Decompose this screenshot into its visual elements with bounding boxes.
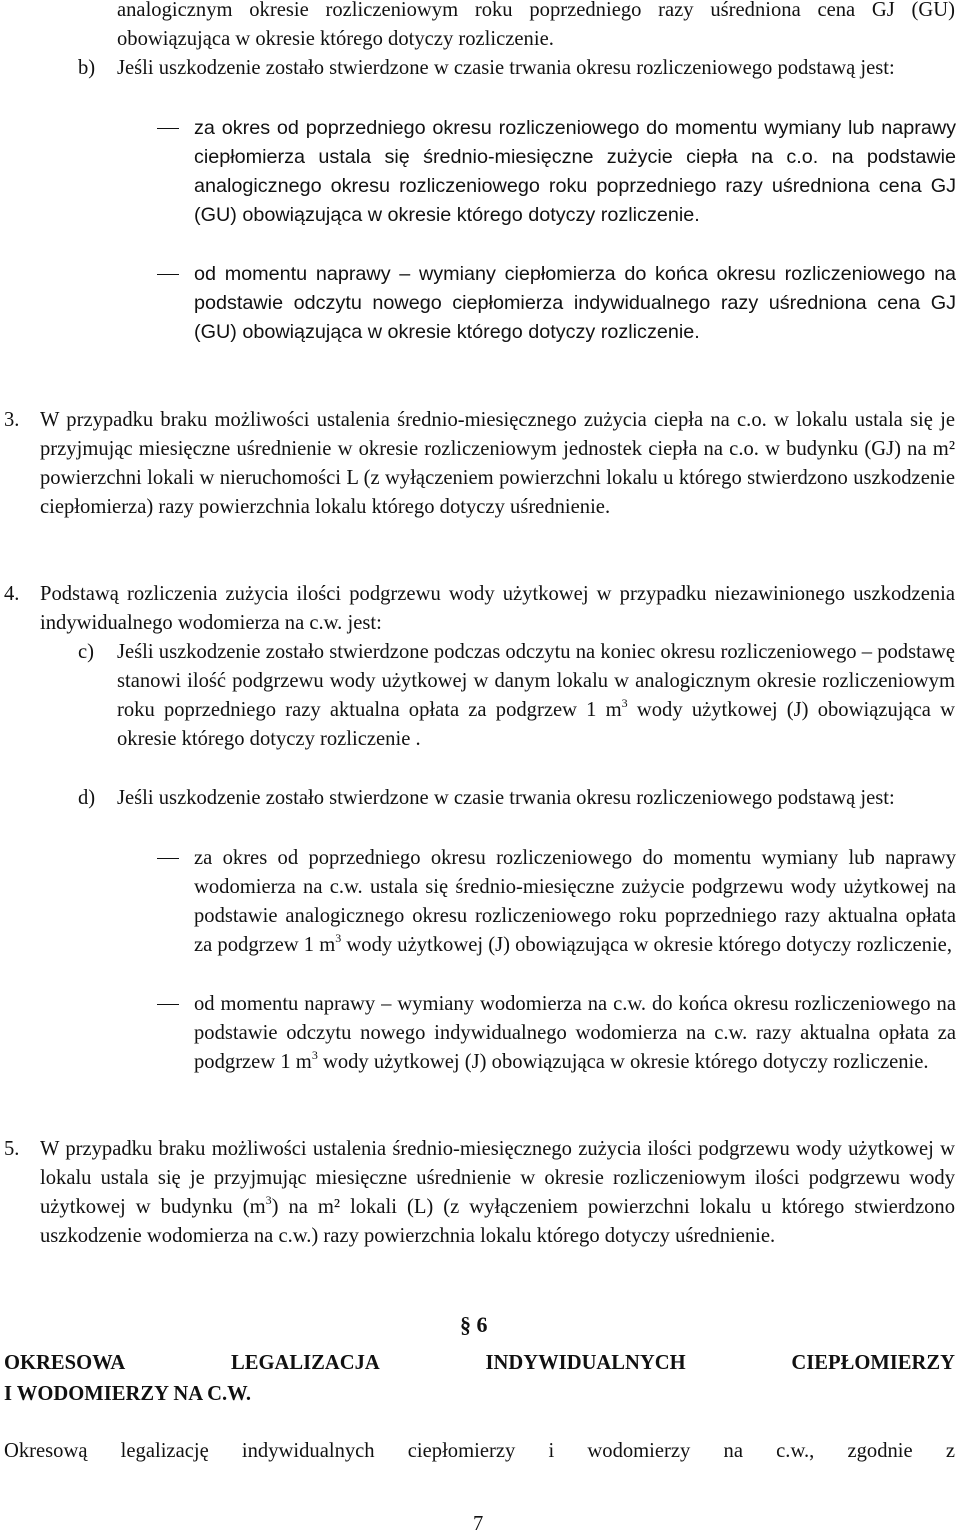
heading-word: CIEPŁOMIERZY bbox=[791, 1352, 955, 1374]
item-b-lead-paragraph: Jeśli uszkodzenie zostało stwierdzone w czasie trwania okresu rozliczeniowego podstawą jest: bbox=[117, 57, 895, 79]
heading-word: OKRESOWA bbox=[4, 1352, 126, 1374]
item-d-marker: d) bbox=[78, 787, 96, 809]
top-continuation-paragraph: analogicznym okresie rozliczeniowym roku poprzedniego razy uśredniona cena GJ (GU) obowiązująca w okresie którego dotyczy rozliczenie. bbox=[117, 0, 955, 50]
page-number: 7 bbox=[473, 1513, 484, 1535]
section-4-paragraph: Podstawą rozliczenia zużycia ilości podgrzewu wody użytkowej w przypadku niezawinionego uszkodzenia indywidualnego wodomierza na c.w. jest: bbox=[40, 583, 955, 634]
section-5-number: 5. bbox=[4, 1138, 20, 1160]
heading-word: INDYWIDUALNYCH bbox=[485, 1352, 686, 1374]
item-b-dash1-paragraph: za okres od poprzedniego okresu rozliczeniowego do momentu wymiany lub naprawy ciepłomierza ustala się średnio-miesięczne zużycie ciepła na c.o. na podstawie analogicznego okresu rozliczeniowego roku poprzedniego razy uśredniona cena GJ (GU) obowiązująca w okresie którego dotyczy rozliczenie. bbox=[194, 117, 956, 226]
dash-bullet bbox=[157, 274, 179, 275]
dash-bullet bbox=[157, 1004, 179, 1005]
section-3-number: 3. bbox=[4, 409, 20, 431]
item-d-dash2-paragraph: od momentu naprawy – wymiany wodomierza na c.w. do końca okresu rozliczeniowego na podstawie odczytu nowego indywidualnego wodomierza na c.w. razy aktualna opłata za podgrzew 1 $m^3$ wody użytkowej (J) obowiązująca w okresie którego dotyczy rozliczenie. bbox=[194, 993, 956, 1073]
section-4-number: 4. bbox=[4, 583, 20, 605]
section-3-paragraph: W przypadku braku możliwości ustalenia średnio-miesięcznego zużycia ciepła na c.o. w lokalu ustala się je przyjmując miesięczne uśrednienie w okresie rozliczeniowym jednostek ciepła na c.o. w budynku (GJ) na m² powierzchni lokali w nieruchomości L (z wyłączeniem powierzchni lokalu u którego stwierdzono uszkodzenie ciepłomierza) razy powierzchnia lokalu którego dotyczy uśrednienie. bbox=[40, 409, 955, 518]
dash-bullet bbox=[157, 858, 179, 859]
paragraph-6-label: § 6 bbox=[460, 1312, 488, 1337]
item-c-marker: c) bbox=[78, 641, 94, 663]
item-b-marker: b) bbox=[78, 57, 96, 79]
heading-word: LEGALIZACJA bbox=[231, 1352, 380, 1374]
paragraph-6-heading-line1 bbox=[4, 1350, 955, 1377]
item-b-dash2-paragraph: od momentu naprawy – wymiany ciepłomierza do końca okresu rozliczeniowego na podstawie odczytu nowego ciepłomierza indywidualnego razy uśredniona cena GJ (GU) obowiązująca w okresie którego dotyczy rozliczenie. bbox=[194, 263, 956, 343]
item-d-lead-paragraph: Jeśli uszkodzenie zostało stwierdzone w czasie trwania okresu rozliczeniowego podstawą jest: bbox=[117, 787, 895, 809]
paragraph-6-text: Okresową legalizację indywidualnych ciepłomierzy i wodomierzy na c.w., zgodnie z bbox=[4, 1440, 955, 1462]
item-c-paragraph: Jeśli uszkodzenie zostało stwierdzone podczas odczytu na koniec okresu rozliczeniowego – podstawę stanowi ilość podgrzewu wody użytkowej w danym lokalu w analogicznym okresie rozliczeniowym roku poprzedniego razy aktualna opłata za podgrzew 1 $m^3$ wody użytkowej (J) obowiązująca w okresie którego dotyczy rozliczenie . bbox=[117, 641, 955, 750]
section-5-paragraph: W przypadku braku możliwości ustalenia średnio-miesięcznego zużycia ilości podgrzewu wody użytkowej w lokalu ustala się je przyjmując miesięczne uśrednienie w okresie rozliczeniowym ilości podgrzewu wody użytkowej w budynku $(m^3)$ na m² lokali (L) (z wyłączeniem powierzchni lokalu u którego stwierdzono uszkodzenie wodomierza na c.w.) razy powierzchnia lokalu którego dotyczy uśrednienie. bbox=[40, 1138, 955, 1247]
paragraph-6-heading-line2: I WODOMIERZY NA C.W. bbox=[4, 1383, 251, 1405]
item-d-dash1-paragraph: za okres od poprzedniego okresu rozliczeniowego do momentu wymiany lub naprawy wodomierza na c.w. ustala się średnio-miesięczne zużycie podgrzewu wody użytkowej na podstawie analogicznego okresu rozliczeniowego roku poprzedniego razy aktualna opłata za podgrzew 1 $m^3$ wody użytkowej (J) obowiązująca w okresie którego dotyczy rozliczenie, bbox=[194, 847, 956, 956]
dash-bullet bbox=[157, 128, 179, 129]
